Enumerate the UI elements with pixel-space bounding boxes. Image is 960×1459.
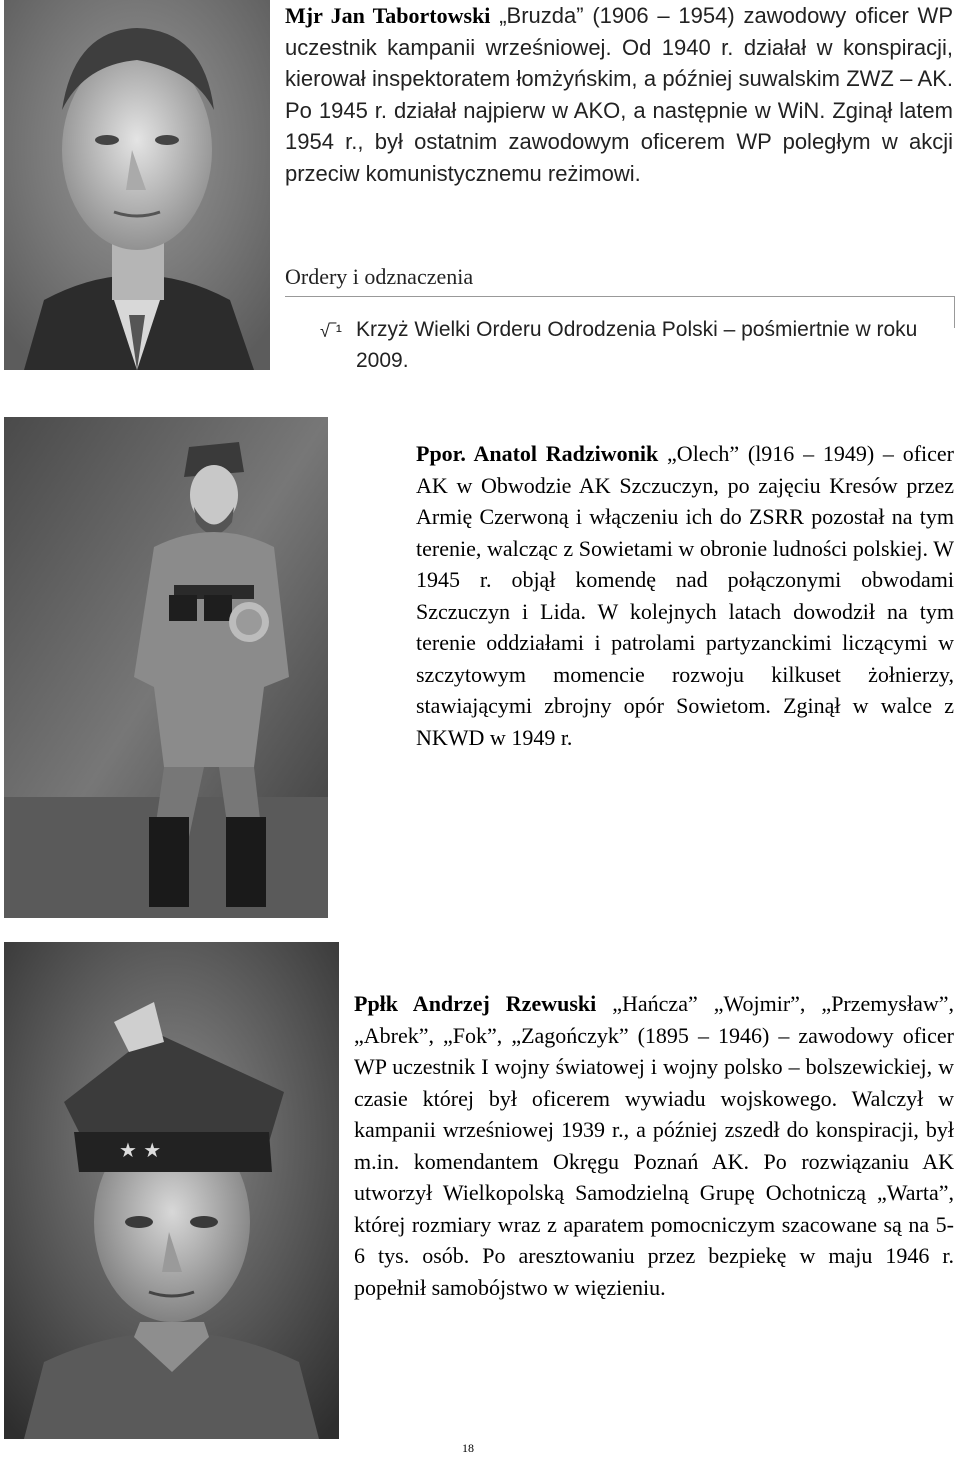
- portrait-photo-rzewuski: [4, 942, 339, 1439]
- bio-text: „Bruzda” (1906 – 1954) zawodowy oficer WP uczestnik kampanii wrześniowej. Od 1940 r. działał w konspiracji, kierował inspektoratem łomżyńskim, a później suwalskim ZWZ – AK. Po 1945 r. działał najpierw w AKO, a następnie w WiN. Zginął latem 1954 r., był ostatnim zawodowym oficerem WP poległym w akcji przeciw komunistycznemu reżimowi.: [285, 3, 953, 186]
- bio-text: „Hańcza” „Wojmir”, „Przemysław”, „Abrek”, „Fok”, „Zagończyk” (1895 – 1946) – zawodowy oficer WP uczestnik I wojny światowej i wojny polsko – bolszewickiej, w czasie której był oficerem wywiadu wojskowego. Walczył w kampanii wrześniowej 1939 r., a później zszedł do konspiracji, był m.in. komendantem Okręgu Poznań AK. Po rozwiązaniu AK utworzył Wielkopolską Samodzielną Grupę Ochotniczą „Warta”, której rozmiary wraz z aparatem pomocniczym szacowane są na 5-6 tys. osób. Po aresztowaniu przez bezpiekę w maju 1946 r. popełnił samobójstwo w więzieniu.: [354, 991, 954, 1300]
- bio-text: „Olech” (l916 – 1949) – oficer AK w Obwodzie AK Szczuczyn, po zajęciu Kresów przez Armię Czerwoną i włączeniu ich do ZSRR pozostał na tym terenie, walcząc z Sowietami w obronie ludności polskiej. W 1945 r. objął komendę nad połączonymi obwodami Szczuczyn i Lida. W kolejnych latach dowodził na tym terenie oddziałami i patrolami partyzanckimi liczącymi w szczytowym momencie rozwoju kilkuset żołnierzy, stawiającymi zbrojny opór Sowietom. Zginął w walce z NKWD w 1949 r.: [416, 441, 954, 750]
- bio-name: Mjr Jan Tabortowski: [285, 3, 491, 28]
- bio-rzewuski: [354, 988, 954, 1303]
- bio-name: Ppor. Anatol Radziwonik: [416, 441, 659, 466]
- orders-list-item: [320, 314, 955, 376]
- check-root-icon: √‾¹: [320, 321, 342, 341]
- bio-tabortowski: [285, 0, 953, 189]
- svg-text:★ ★: ★ ★: [119, 1138, 162, 1162]
- orders-divider: [285, 296, 955, 297]
- orders-heading: Ordery i odznaczenia: [285, 264, 474, 289]
- order-text: Krzyż Wielki Orderu Odrodzenia Polski – pośmiertnie w roku 2009.: [356, 318, 918, 372]
- portrait-photo-tabortowski: [4, 0, 270, 370]
- bio-name: Ppłk Andrzej Rzewuski: [354, 991, 597, 1016]
- bio-radziwonik: [416, 438, 954, 753]
- page-number: 18: [462, 1441, 474, 1455]
- photo-radziwonik: [4, 417, 328, 918]
